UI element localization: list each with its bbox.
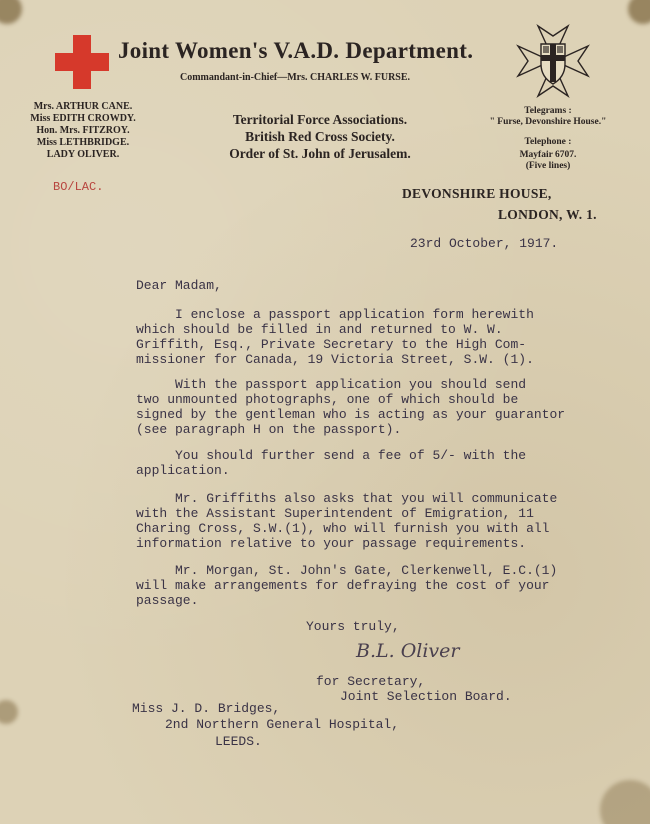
committee-names [20, 101, 146, 161]
address-line: LONDON, W. 1. [498, 207, 597, 222]
committee-name: Miss LETHBRIDGE. [36, 137, 130, 148]
body-paragraph: Mr. Morgan, St. John's Gate, Clerkenwell, E.C.(1) will make arrangements for defraying the cost of your passage. [136, 563, 558, 608]
organization-name: British Red Cross Society. [245, 129, 395, 144]
body-paragraph: Mr. Griffiths also asks that you will communicate with the Assistant Superintendent of Emigration, 11 Charing Cross, S.W.(1), who will furnish you with all information relative to your passage requirements. [136, 491, 558, 551]
address-line: DEVONSHIRE HOUSE, [402, 186, 552, 201]
organizations [210, 111, 430, 162]
telephone-lines: (Five lines) [525, 161, 571, 171]
committee-name: Mrs. ARTHUR CANE. [33, 101, 133, 112]
telegrams-value: " Furse, Devonshire House." [489, 117, 607, 127]
telephone-label: Telephone : [524, 137, 572, 147]
recipient-line: 2nd Northern General Hospital, [165, 717, 400, 732]
recipient-line: Miss J. D. Bridges, [132, 701, 281, 716]
corner-stain [600, 780, 650, 824]
handwritten-signature: B.L. Oliver [356, 640, 460, 662]
organization-name: Territorial Force Associations. [232, 112, 408, 127]
closing: Yours truly, [306, 619, 400, 634]
salutation: Dear Madam, [136, 278, 222, 293]
committee-name: Hon. Mrs. FITZROY. [36, 125, 130, 136]
telephone-value: Mayfair 6707. [519, 150, 577, 160]
reference-code: BO/LAC. [53, 180, 104, 194]
corner-stain [628, 0, 650, 24]
contact-info [476, 106, 620, 172]
corner-stain [0, 700, 18, 724]
organization-name: Order of St. John of Jerusalem. [229, 146, 411, 161]
committee-name: Miss EDITH CROWDY. [30, 113, 136, 124]
body-paragraph: With the passport application you should send two unmounted photographs, one of which should be signed by the gentleman who is acting as your guarantor (see paragraph H on the passport). [136, 377, 566, 437]
letter-date: 23rd October, 1917. [410, 236, 559, 251]
st-john-cross-emblem-icon [514, 22, 592, 100]
body-paragraph: You should further send a fee of 5/- with the application. [136, 448, 527, 478]
commandant-line: Commandant-in-Chief—Mrs. CHARLES W. FURSE. [180, 72, 411, 83]
recipient-line: LEEDS. [215, 734, 262, 749]
letterhead-title: Joint Women's V.A.D. Department. [118, 38, 474, 63]
red-cross-icon [55, 35, 109, 89]
committee-name: LADY OLIVER. [46, 149, 120, 160]
signatory-line: for Secretary, [316, 674, 426, 689]
corner-stain [0, 0, 22, 24]
signatory-line: Joint Selection Board. [340, 689, 512, 704]
telegrams-label: Telegrams : [524, 106, 572, 116]
body-paragraph: I enclose a passport application form herewith which should be filled in and returned to W. W. Griffith, Esq., Private Secretary to the High Com- missioner for Canada, 19 Victoria Street, S.W. (1). [136, 307, 534, 367]
